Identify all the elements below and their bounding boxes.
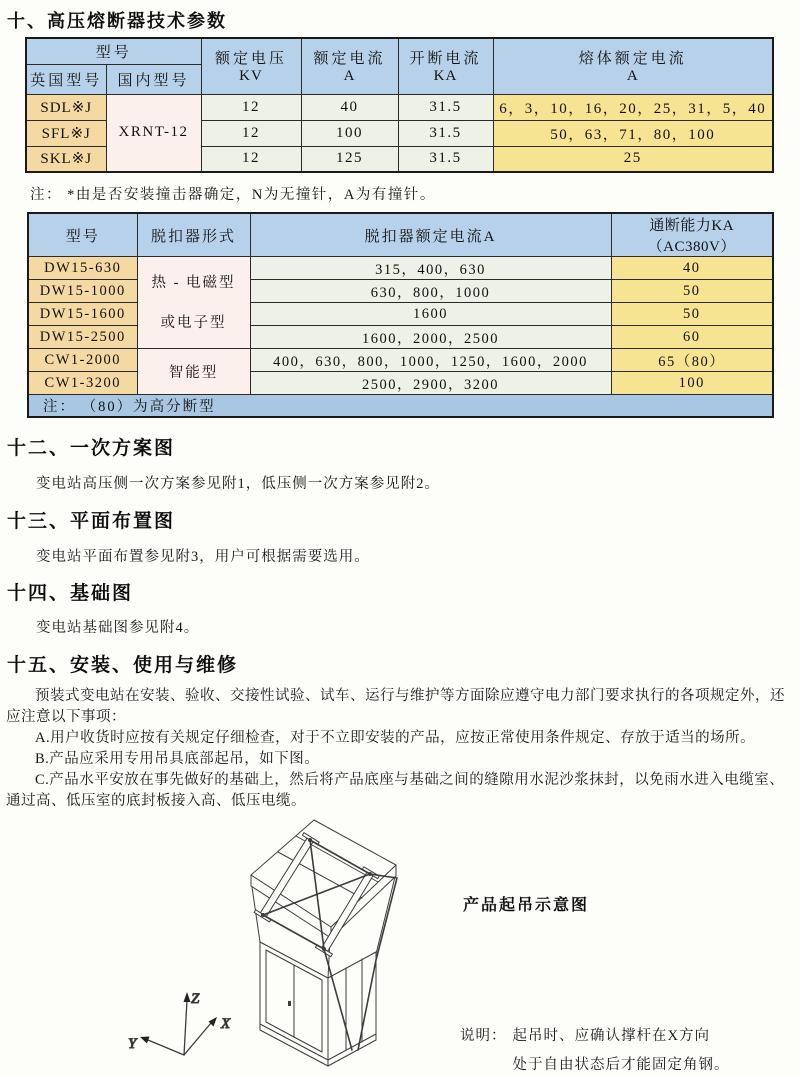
header-model: 型号 xyxy=(26,38,201,64)
header-rated-current xyxy=(301,38,398,94)
header-rated-voltage-unit: KV xyxy=(239,68,263,85)
header-rated-current-unit: A xyxy=(343,68,356,85)
figure-note-text xyxy=(513,1022,730,1077)
table-row xyxy=(26,94,773,120)
trip-current-cell: 2500，2900，3200 xyxy=(250,372,611,395)
figure-note-label: 说明： xyxy=(460,1028,507,1044)
uk-model-cell: SKL※J xyxy=(26,146,106,172)
section-12-heading: 十二、一次方案图 xyxy=(7,438,176,459)
fuse-values-cell: 6，3，10，16，20，25，31，5，40 xyxy=(493,94,773,120)
figure-note-line: 处于自由状态后才能固定角钢。 xyxy=(512,1057,730,1073)
header-fuse-current xyxy=(493,38,773,94)
figure-note xyxy=(460,1022,730,1077)
header-rated-current-label: 额定电流 xyxy=(313,51,386,68)
breaking-cell: 31.5 xyxy=(398,94,493,120)
capacity-cell: 40 xyxy=(611,257,773,280)
section-14-body: 变电站基础图参见附4。 xyxy=(36,620,200,636)
current-cell: 40 xyxy=(301,94,398,120)
header-fuse-current-unit: A xyxy=(626,68,639,85)
current-cell: 100 xyxy=(301,120,398,146)
model-cell: DW15-2500 xyxy=(28,326,137,349)
capacity-cell: 50 xyxy=(611,303,773,326)
voltage-cell: 12 xyxy=(201,146,301,172)
uk-model-cell: SDL※J xyxy=(26,94,106,120)
trip-type-cell: 智能型 xyxy=(137,349,250,395)
fuse-parameters-table xyxy=(25,37,774,173)
install-item-b: B.产品应采用专用吊具底部起吊，如下图。 xyxy=(35,751,320,767)
fuse-table-note: 注： *由是否安装撞击器确定，N为无撞针，A为有撞针。 xyxy=(30,187,436,203)
section-12-body: 变电站高压侧一次方案参见附1，低压侧一次方案参见附2。 xyxy=(36,476,440,492)
cn-model-cell: XRNT-12 xyxy=(106,94,201,172)
section-15-heading: 十五、安装、使用与维修 xyxy=(7,655,239,676)
lifting-figure xyxy=(0,800,800,1077)
breaker-table-note: 注： （80）为高分断型 xyxy=(28,395,773,418)
header-breaking-current-label: 开断电流 xyxy=(409,51,482,68)
axes-triad xyxy=(140,992,217,1055)
uk-model-cell: SFL※J xyxy=(26,120,106,146)
header-rated-voltage-label: 额定电压 xyxy=(215,51,288,68)
capacity-cell: 65（80） xyxy=(611,349,773,372)
model-cell: DW15-1600 xyxy=(28,303,137,326)
trip-current-cell: 400，630，800，1000，1250，1600，2000 xyxy=(250,349,611,372)
trip-current-cell: 630，800，1000 xyxy=(250,280,611,303)
section-13-heading: 十三、平面布置图 xyxy=(7,511,176,532)
install-item-c: C.产品水平安放在事先做好的基础上，然后将产品底座与基础之间的缝隙用水泥沙浆抹封，以免雨水进入电缆室、通过高、低压室的底封板接入高、低压电缆。 xyxy=(6,772,785,809)
trip-current-cell: 1600 xyxy=(250,303,611,326)
header-rated-voltage xyxy=(201,38,301,94)
figure-note-line: 起吊时、应确认撑杆在X方向 xyxy=(512,1028,710,1044)
header-trip-current: 脱扣器额定电流A xyxy=(250,213,611,257)
section-10-heading: 十、高压熔断器技术参数 xyxy=(7,11,227,31)
section-14-heading: 十四、基础图 xyxy=(7,583,134,604)
axis-y-label: Y xyxy=(128,1036,137,1052)
capacity-cell: 60 xyxy=(611,326,773,349)
header-cn-model: 国内型号 xyxy=(106,64,201,94)
axis-x-label: X xyxy=(221,1016,231,1032)
table-row xyxy=(28,349,773,372)
model-cell: DW15-1000 xyxy=(28,280,137,303)
header-model: 型号 xyxy=(28,213,137,257)
header-uk-model: 英国型号 xyxy=(26,64,106,94)
model-cell: DW15-630 xyxy=(28,257,137,280)
header-capacity: 通断能力KA（AC380V） xyxy=(611,213,773,257)
figure-caption: 产品起吊示意图 xyxy=(463,897,590,914)
trip-type-cell xyxy=(137,257,250,349)
model-cell: CW1-2000 xyxy=(28,349,137,372)
install-intro: 预装式变电站在安装、验收、交接性试验、试车、运行与维护等方面除应遵守电力部门要求执行的各项规定外，还应注意以下事项： xyxy=(6,688,785,725)
header-breaking-current xyxy=(398,38,493,94)
table-row xyxy=(28,257,773,280)
fuse-values-cell: 50，63，71，80，100 xyxy=(493,120,773,146)
trip-current-cell: 1600，2000，2500 xyxy=(250,326,611,349)
breaking-cell: 31.5 xyxy=(398,146,493,172)
trip-current-cell: 315，400，630 xyxy=(250,257,611,280)
model-cell: CW1-3200 xyxy=(28,372,137,395)
axis-z-label: Z xyxy=(191,991,200,1007)
breaker-parameters-table xyxy=(27,212,774,418)
trip-type-line: 热 - 电磁型 xyxy=(151,274,236,291)
header-trip-type: 脱扣器形式 xyxy=(137,213,250,257)
fuse-values-cell: 25 xyxy=(493,146,773,172)
header-fuse-current-label: 熔体额定电流 xyxy=(578,51,687,68)
capacity-cell: 100 xyxy=(611,372,773,395)
trip-type-line: 或电子型 xyxy=(160,314,227,331)
table-note-row xyxy=(28,395,773,418)
section-15-text xyxy=(6,686,795,812)
install-item-a: A.用户收货时应按有关规定仔细检查，对于不立即安装的产品，应按正常使用条件规定、存放于适当的场所。 xyxy=(35,730,756,746)
capacity-cell: 50 xyxy=(611,280,773,303)
section-13-body: 变电站平面布置参见附3，用户可根据需要选用。 xyxy=(36,549,370,565)
current-cell: 125 xyxy=(301,146,398,172)
voltage-cell: 12 xyxy=(201,94,301,120)
breaking-cell: 31.5 xyxy=(398,120,493,146)
voltage-cell: 12 xyxy=(201,120,301,146)
substation-lifting-drawing xyxy=(118,812,458,1074)
header-breaking-current-unit: KA xyxy=(433,68,458,85)
